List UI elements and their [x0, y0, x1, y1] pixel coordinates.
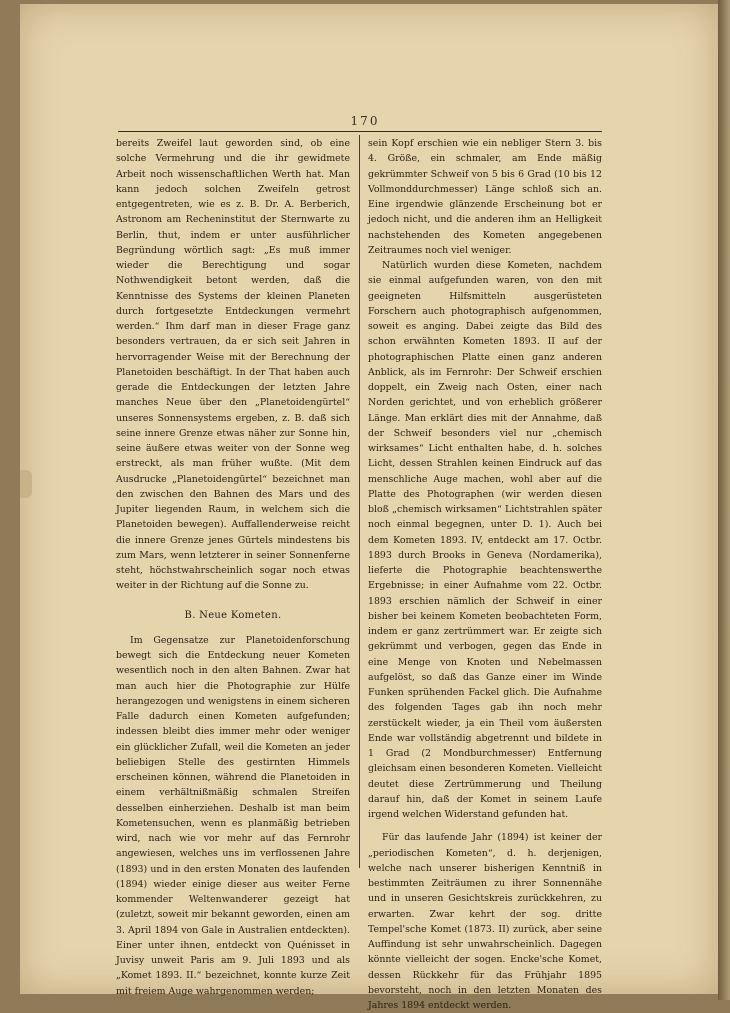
page-edge [718, 0, 730, 1000]
left-column [116, 136, 350, 999]
right-column [368, 136, 602, 1013]
right-paragraph-3: Für das laufende Jahr (1894) ist keiner der „periodischen Kometen“, d. h. derjenigen, welche nach unserer bisherigen Kenntniß in bestimmten Zeiträumen zu ihrer Sonnennähe und in unseren Gesichtskreis zurückkehren, zu erwarten. Zwar kehrt der sog. dritte Tempel'sche Komet (1873. II) zurück, aber seine Auffindung ist sehr unwahrscheinlich. Dagegen könnte vielleicht der sogen. Encke'sche Komet, dessen Rückkehr für das Frühjahr 1895 bevorsteht, noch in den letzten Monaten des Jahres 1894 entdeckt werden. [368, 832, 602, 1011]
section-heading: B. Neue Kometen. [184, 609, 282, 621]
right-paragraph-1: sein Kopf erschien wie ein nebliger Stern 3. bis 4. Größe, ein schmaler, am Ende mäßig gekrümmter Schweif von 5 bis 6 Grad (10 bis 12 Vollmonddurchmesser) Länge schloß sich an. Eine irgendwie glänzende Erscheinung bot er jedoch nicht, und die anderen ihm an Helligkeit nachstehenden des Kometen angegebenen Zeitraumes noch viel weniger. [368, 138, 602, 256]
right-paragraph-2: Natürlich wurden diese Kometen, nachdem sie einmal aufgefunden waren, von den mit geeigneten Hilfsmitteln ausgerüsteten Forschern auch photographisch aufgenommen, soweit es anging. Dabei zeigte das Bild des schon erwähnten Kometen 1893. II auf der photographischen Platte einen ganz anderen Anblick, als im Fernrohr: Der Schweif erschien doppelt, ein Zweig nach Osten, einer nach Norden gerichtet, und von erheblich größerer Länge. Man erklärt dies mit der Annahme, daß der Schweif besonders viel nur „chemisch wirksames“ Licht enthalten habe, d. h. solches Licht, dessen Strahlen keinen Eindruck auf das menschliche Auge machen, wohl aber auf die Platte des Photographen (wir werden diesen bloß „chemisch wirksamen“ Lichtstrahlen später noch einmal begegnen, unter D. 1). Auch bei dem Kometen 1893. IV, entdeckt am 17. Octbr. 1893 durch Brooks in Geneva (Nordamerika), lieferte die Photographie beachtenswerthe Ergebnisse; in einer Aufnahme vom 22. Octbr. 1893 erschien nämlich der Schweif in einer bisher bei keinem Kometen beobachteten Form, indem er ganz zertrümmert war. Er zeigte sich gekrümmt und verbogen, gegen das Ende in eine Menge von Knoten und Nebelmassen aufgelöst, so daß das Ganze einer im Winde Funken sprühenden Fackel glich. Die Aufnahme des folgenden Tages gab ihn noch mehr zerstückelt wieder, ja ein Theil vom äußersten Ende war vollständig abgetrennt und bildete in 1 Grad (2 Mondburchmesser) Entfernung gleichsam einen besonderen Kometen. Vielleicht deutet diese Zertrümmerung und Theilung darauf hin, daß der Komet in seinem Laufe irgend welchen Widerstand gefunden hat. [368, 260, 602, 820]
paper-fold [20, 470, 32, 498]
column-divider [359, 135, 360, 868]
left-paragraph-2: Im Gegensatze zur Planetoidenforschung bewegt sich die Entdeckung neuer Kometen wesentlich noch in den alten Bahnen. Zwar hat man auch hier die Photographie zur Hülfe herangezogen und wenigstens in einem sicheren Falle dadurch einen Kometen aufgefunden; indessen bleibt dies immer mehr oder weniger ein glücklicher Zufall, weil die Kometen an jeder beliebigen Stelle des gestirnten Himmels erscheinen können, während die Planetoiden in einem verhältnißmäßig schmalen Streifen desselben einherziehen. Deshalb ist man beim Kometensuchen, wenn es planmäßig betrieben wird, nach wie vor mehr auf das Fernrohr angewiesen, welches uns im verflossenen Jahre (1893) und in den ersten Monaten des laufenden (1894) wieder einige dieser aus weiter Ferne kommender Weltenwanderer gezeigt hat (zuletzt, soweit mir bekannt geworden, einen am 3. April 1894 von Gale in Australien entdeckten). Einer unter ihnen, entdeckt von Quénisset in Juvisy unweit Paris am 9. Juli 1893 und als „Komet 1893. II.“ bezeichnet, konnte kurze Zeit mit freiem Auge wahrgenommen werden; [116, 634, 350, 997]
page-number: 170 [350, 114, 380, 128]
header-rule [118, 131, 602, 132]
left-paragraph-1: bereits Zweifel laut geworden sind, ob eine solche Vermehrung und die ihr gewidmete Arbeit noch wissenschaftlichen Werth hat. Man kann jedoch solchen Zweifeln getrost entgegentreten, wie es z. B. Dr. A. Berberich, Astronom am Recheninstitut der Sternwarte zu Berlin, thut, indem er unter ausführlicher Begründung wörtlich sagt: „Es muß immer wieder die Berechtigung und sogar Nothwendigkeit betont werden, daß die Kenntnisse des Systems der kleinen Planeten durch fortgesetzte Entdeckungen vermehrt werden.“ Ihm darf man in dieser Frage ganz besonders vertrauen, da er sich seit Jahren in hervorragender Weise mit der Berechnung der Planetoiden beschäftigt. In der That haben auch gerade die Entdeckungen der letzten Jahre manches Neue über den „Planetoidengürtel“ unseres Sonnensystems ergeben, z. B. daß sich seine innere Grenze etwas näher zur Sonne hin, seine äußere etwas weiter von der Sonne weg erstreckt, als man früher wußte. (Mit dem Ausdrucke „Planetoidengürtel“ bezeichnet man den zwischen den Bahnen des Mars und des Jupiter liegenden Raum, in welchem sich die Planetoiden bewegen). Auffallenderweise reicht die innere Grenze jenes Gürtels mindestens bis zum Mars, wenn letzterer in seiner Sonnenferne steht, höchstwahrscheinlich sogar noch etwas weiter in der Richtung auf die Sonne zu. [116, 138, 350, 592]
